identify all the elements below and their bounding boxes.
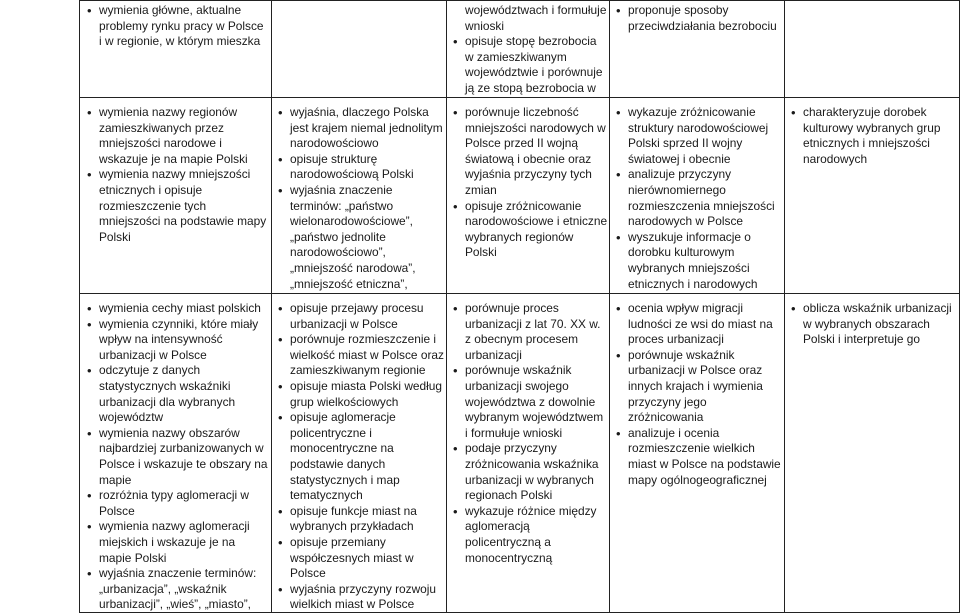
list-item: • wymienia nazwy regionów zamieszkiwanych przez mniejszości narodowe i wskazuje je na mapie Polski bbox=[84, 105, 268, 167]
col-divider bbox=[446, 0, 447, 613]
list-item: • porównuje liczebność mniejszości narodowych w Polsce przed II wojną światową i obecnie oraz wyjaśnia przyczyny tych zmian bbox=[450, 105, 608, 199]
col-divider bbox=[79, 0, 80, 613]
table-border-top bbox=[79, 0, 960, 1]
list-item: • porównuje wskaźnik urbanizacji w Polsce oraz innych krajach i wymienia przyczyny jego zróżnicowania bbox=[613, 348, 783, 426]
list-item: • wyjaśnia przyczyny rozwoju wielkich miast w Polsce bbox=[275, 582, 445, 611]
list-item: • porównuje wskaźnik urbanizacji swojego województwa z dowolnie wybranym województwem i formułuje wnioski bbox=[450, 363, 608, 441]
list-item: • wymienia cechy miast polskich bbox=[84, 301, 268, 317]
list-item: • wyjaśnia znaczenie terminów: „państwo wielonarodowościowe”, „państwo jednolite narodowościowo”, „mniejszość narodowa”, „mniejszość etniczna”, bbox=[275, 183, 445, 291]
list-item: • wykazuje zróżnicowanie struktury narodowościowej Polski sprzed II wojny światowej i obecnie bbox=[613, 105, 783, 167]
list-item: • charakteryzuje dorobek kulturowy wybranych grup etnicznych i mniejszości narodowych bbox=[788, 105, 958, 167]
cell-col3-row3 bbox=[450, 301, 608, 611]
cell-col1-row3 bbox=[84, 301, 268, 611]
list-item: • wymienia czynniki, które miały wpływ na intensywność urbanizacji w Polsce bbox=[84, 317, 268, 364]
list-item: • opisuje funkcje miast na wybranych przykładach bbox=[275, 504, 445, 535]
list-item: • opisuje miasta Polski według grup wielkościowych bbox=[275, 379, 445, 410]
cell-col5-row2 bbox=[788, 105, 958, 291]
cell-col5-row3 bbox=[788, 301, 958, 611]
list-item: • opisuje strukturę narodowościową Polski bbox=[275, 152, 445, 183]
list-item: • wymienia główne, aktualne problemy rynku pracy w Polsce i w regionie, w którym mieszka bbox=[84, 3, 268, 50]
table-border-bottom bbox=[79, 612, 960, 613]
list-item: • wyjaśnia znaczenie terminów: „urbanizacja”, „wskaźnik urbanizacji”, „wieś”, „miasto”, bbox=[84, 566, 268, 611]
list-item: • proponuje sposoby przeciwdziałania bezrobociu bbox=[613, 3, 783, 34]
row-divider bbox=[79, 293, 960, 294]
list-item: • odczytuje z danych statystycznych wskaźniki urbanizacji dla wybranych województw bbox=[84, 363, 268, 425]
list-item: • wyszukuje informacje o dorobku kulturowym wybranych mniejszości etnicznych i narodowych bbox=[613, 230, 783, 291]
list-item: • podaje przyczyny zróżnicowania wskaźnika urbanizacji w wybranych regionach Polski bbox=[450, 441, 608, 503]
list-item: • ocenia wpływ migracji ludności ze wsi do miast na proces urbanizacji bbox=[613, 301, 783, 348]
cell-col3-row2 bbox=[450, 105, 608, 291]
list-item: • wymienia nazwy mniejszości etnicznych i opisuje rozmieszczenie tych mniejszości na podstawie mapy Polski bbox=[84, 167, 268, 245]
cell-col2-row3 bbox=[275, 301, 445, 611]
cell-col3-row1 bbox=[450, 3, 608, 95]
list-item: • opisuje aglomeracje policentryczne i monocentryczne na podstawie danych statystycznych i map tematycznych bbox=[275, 410, 445, 504]
continued-text: województwach i formułuje wnioski bbox=[465, 3, 607, 33]
list-item: • oblicza wskaźnik urbanizacji w wybranych obszarach Polski i interpretuje go bbox=[788, 301, 958, 348]
col-divider bbox=[784, 0, 785, 613]
cell-col1-row2 bbox=[84, 105, 268, 291]
cell-col4-row2 bbox=[613, 105, 783, 291]
list-item: • wyjaśnia, dlaczego Polska jest krajem niemal jednolitym narodowościowo bbox=[275, 105, 445, 152]
list-item: • analizuje przyczyny nierównomiernego rozmieszczenia mniejszości narodowych w Polsce bbox=[613, 167, 783, 229]
list-item: • opisuje przemiany współczesnych miast w Polsce bbox=[275, 535, 445, 582]
list-item: • opisuje przejawy procesu urbanizacji w Polsce bbox=[275, 301, 445, 332]
list-item: • porównuje rozmieszczenie i wielkość miast w Polsce oraz zamieszkiwanym regionie bbox=[275, 332, 445, 379]
cell-col1-row1 bbox=[84, 3, 268, 95]
cell-col2-row2 bbox=[275, 105, 445, 291]
list-item: • analizuje i ocenia rozmieszczenie wielkich miast w Polsce na podstawie mapy ogólnogeograficznej bbox=[613, 426, 783, 488]
cell-col4-row1 bbox=[613, 3, 783, 95]
list-item: • wymienia nazwy aglomeracji miejskich i wskazuje je na mapie Polski bbox=[84, 519, 268, 566]
cell-col4-row3 bbox=[613, 301, 783, 611]
row-divider bbox=[79, 97, 960, 98]
list-item: • porównuje proces urbanizacji z lat 70. XX w. z obecnym procesem urbanizacji bbox=[450, 301, 608, 363]
list-item: • opisuje zróżnicowanie narodowościowe i etniczne wybranych regionów Polski bbox=[450, 199, 608, 261]
list-item: • wykazuje różnice między aglomeracją policentryczną a monocentryczną bbox=[450, 504, 608, 566]
list-item: • wymienia nazwy obszarów najbardziej zurbanizowanych w Polsce i wskazuje te obszary na mapie bbox=[84, 426, 268, 488]
list-item: • opisuje stopę bezrobocia w zamieszkiwanym województwie i porównuje ją ze stopą bezrobocia w bbox=[450, 34, 608, 95]
col-divider bbox=[271, 0, 272, 613]
col-divider bbox=[609, 0, 610, 613]
list-item: • rozróżnia typy aglomeracji w Polsce bbox=[84, 488, 268, 519]
